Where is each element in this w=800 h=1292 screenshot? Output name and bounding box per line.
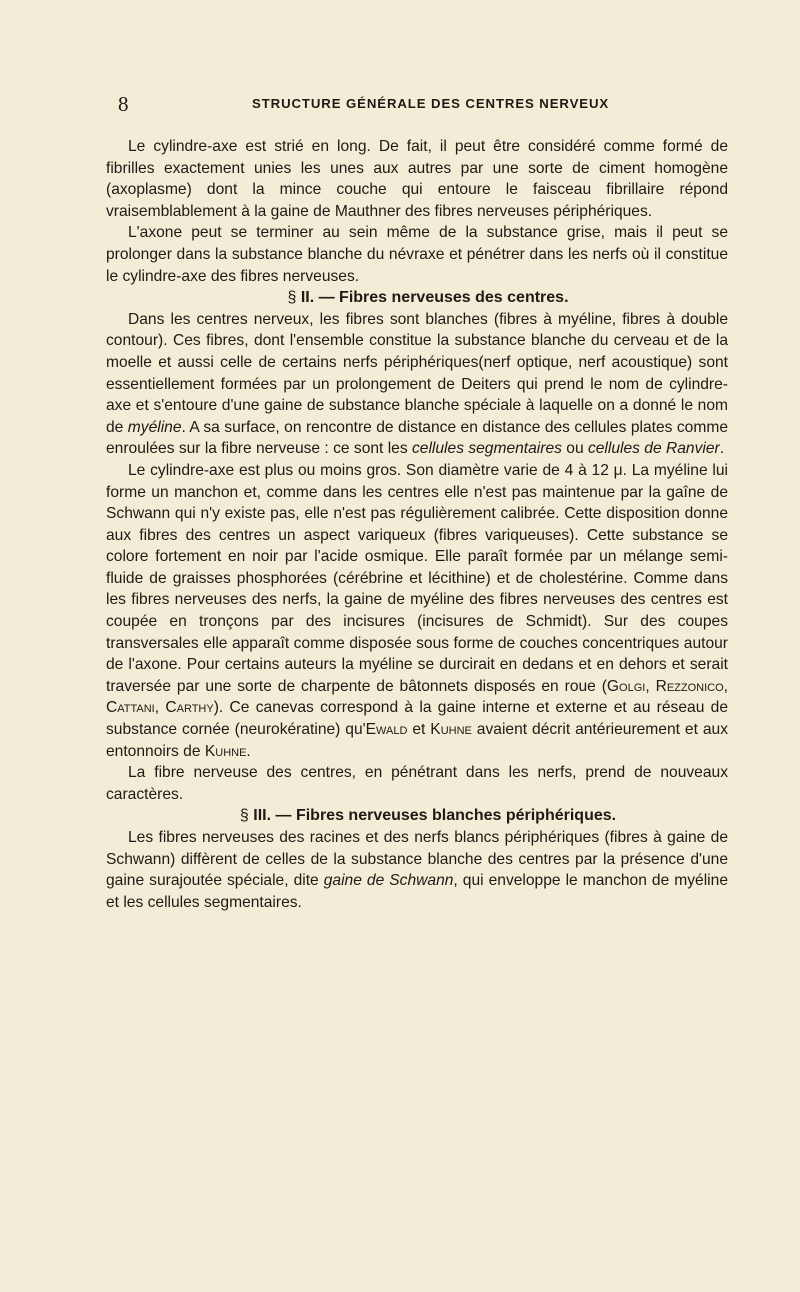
running-title: STRUCTURE GÉNÉRALE DES CENTRES NERVEUX [252,96,610,111]
section-symbol: § [239,807,249,825]
paragraph-central-fibers: Dans les centres nerveux, les fibres sont blanches (fibres à myéline, fibres à double contour). Ces fibres, dont l'ensemble constitue la substance blanche du cerveau et de la moelle et aussi celle de certains nerfs périphériques(nerf optique, nerf acoustique) sont essentiellement formées par un prolongement de Deiters qui prend le nom de cylindre-axe et s'entoure d'une gaine de substance blanche spéciale à laquelle on a donné le nom de myéline. A sa surface, on rencontre de distance en distance des cellules plates comme enroulées sur la fibre nerveuse : ce sont les cellules segmentaires ou cellules de Ranvier. [106,310,728,458]
page-header [0,92,800,122]
page-body [106,136,728,913]
paragraph-myelin: Le cylindre-axe est plus ou moins gros. Son diamètre varie de 4 à 12 μ. La myéline lui forme un manchon et, comme dans les centres elle n'est pas maintenue par la gaîne de Schwann qui n'y existe pas, elle n'est pas régulièrement calibrée. Cette disposition donne aux fibres des centres un aspect variqueux (fibres variqueuses). Cette substance se colore fortement en noir par l'acide osmique. Elle paraît formée par un mélange semi-fluide de graisses phosphorées (cérébrine et lécithine) et de cholestérine. Comme dans les fibres nerveuses des nerfs, la gaine de myéline des fibres nerveuses des centres est coupée en tronçons par des incisures (incisures de Schmidt). Sur des coupes transversales elle apparaît comme disposée sous forme de couches concentriques autour de l'axone. Pour certains auteurs la myéline se durcirait en dedans et en dehors et serait traversée par une sorte de charpente de bâtonnets disposés en roue (Golgi, Rezzonico, Cattani, Carthy). Ce canevas correspond à la gaine interne et externe et au réseau de substance cornée (neurokératine) qu'Ewald et Kuhne avaient décrit antérieurement et aux entonnoirs de Kuhne. [106,461,728,760]
section-title: II. — Fibres nerveuses des centres. [300,289,569,307]
paragraph-axone: L'axone peut se terminer au sein même de la substance grise, mais il peut se prolonger dans la substance blanche du névraxe et pénétrer dans les nerfs où il constitue le cylindre-axe des fibres nerveuses. [106,224,728,285]
section-symbol: § [287,289,297,307]
paragraph-fiber-entering-nerves: La fibre nerveuse des centres, en pénétrant dans les nerfs, prend de nouveaux caractères. [106,764,728,803]
page-number: 8 [118,92,129,116]
section-title: III. — Fibres nerveuses blanches périphériques. [253,807,617,825]
section-heading-ii [106,287,728,309]
paragraph-peripheral-fibers: Les fibres nerveuses des racines et des nerfs blancs périphériques (fibres à gaine de Schwann) diffèrent de celles de la substance blanche des centres par la présence d'une gaine surajoutée spéciale, dite gaine de Schwann, qui enveloppe le manchon de myéline et les cellules segmentaires. [106,829,728,911]
paragraph-cylinder-axis: Le cylindre-axe est strié en long. De fait, il peut être considéré comme formé de fibrilles exactement unies les unes aux autres par une sorte de ciment homogène (axoplasme) dont la mince couche qui entoure le faisceau fibrillaire répond vraisemblablement à la gaine de Mauthner des fibres nerveuses périphériques. [106,138,728,220]
section-heading-iii [106,805,728,827]
